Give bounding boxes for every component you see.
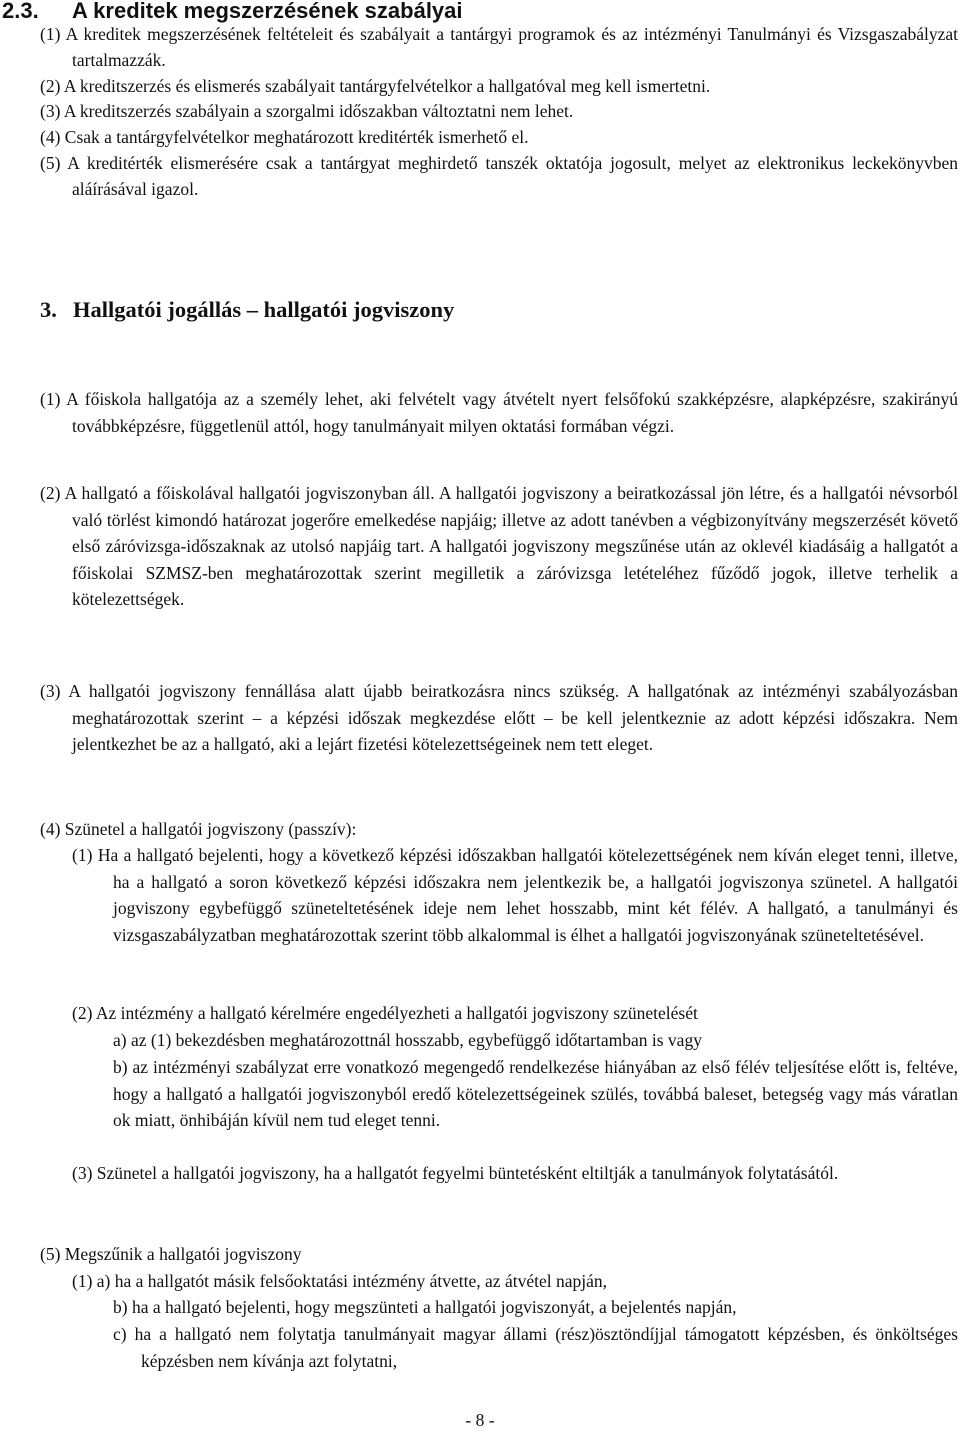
section-3-title: Hallgatói jogállás – hallgatói jogviszony xyxy=(73,297,455,322)
section-2-3-item-4: (4) Csak a tantárgyfelvételkor meghatározott kreditérték ismerhető el. xyxy=(40,127,529,148)
section-3-paragraph-2: (2) A hallgató a főiskolával hallgatói jogviszonyban áll. A hallgatói jogviszony a beiratkozással jön létre, és a hallgatói névsorból való törlést kimondó határozat jogerőre emelkedése napjáig; illetve az adott tanévben a végbizonyítvány megszerzését követő első záróvizsga-időszaknak az utolsó napjáig tart. A hallgatói jogviszony megszűnése után az oklevél kiadásáig a hallgatót a főiskolai SZMSZ-ben meghatározottak szerint megilletik a záróvizsga letételéhez fűződő jogok, illetve terhelik a kötelezettségek. xyxy=(40,483,958,609)
section-2-3-items xyxy=(40,22,958,203)
section-3-paragraph-1: (1) A főiskola hallgatója az a személy lehet, aki felvételt vagy átvételt nyert felsőfokú szakképzésre, alapképzésre, szakirányú továbbképzésre, függetlenül attól, hogy tanulmányait milyen oktatási formában végzi. xyxy=(40,389,958,436)
paragraph-4-subitem-2-a: a) az (1) bekezdésben meghatározottnál hosszabb, egybefüggő időtartamban is vagy xyxy=(113,1030,702,1050)
page-number: - 8 - xyxy=(465,1410,495,1430)
paragraph-5-subitem-1-a: (1) a) ha a hallgatót másik felsőoktatási intézmény átvette, az átvétel napján, xyxy=(72,1271,607,1291)
paragraph-4-subitem-3-block xyxy=(72,1160,958,1187)
section-2-3-item-2: (2) A kreditszerzés és elismerés szabályait tantárgyfelvételkor a hallgatóval meg kell ismertetni. xyxy=(40,75,711,96)
section-2-3-item-1: (1) A kreditek megszerzésének feltételeit és szabályait a tantárgyi programok és az intézményi Tanulmányi és Vizsgaszabályzat tartalmazzák. xyxy=(40,24,958,70)
section-3-paragraph-4-heading: (4) Szünetel a hallgatói jogviszony (passzív): xyxy=(40,819,357,839)
section-2-3-item-3: (3) A kreditszerzés szabályain a szorgalmi időszakban változtatni nem lehet. xyxy=(40,101,574,122)
paragraph-5-subitem-1-c-block xyxy=(113,1321,958,1374)
paragraph-4-subitem-2-b-block xyxy=(113,1054,958,1134)
paragraph-5-subitem-1-c: c) ha a hallgató nem folytatja tanulmányait magyar állami (rész)ösztöndíjjal támogatott képzésben, és önköltséges képzésben nem kívánja azt folytatni, xyxy=(113,1324,958,1371)
section-2-3-title: A kreditek megszerzésének szabályai xyxy=(72,0,463,23)
paragraph-4-subitem-2-heading: (2) Az intézmény a hallgató kérelmére engedélyezheti a hallgatói jogviszony szünetelését xyxy=(72,1003,698,1023)
section-3-paragraph-3: (3) A hallgatói jogviszony fennállása alatt újabb beiratkozásra nincs szükség. A hallgatónak az intézményi szabályozásban meghatározottak szerint – a képzési időszak megkezdése előtt – be kell jelentkeznie az adott képzési időszakra. Nem jelentkezhet be az a hallgató, aki a lejárt fizetési kötelezettségeinek nem tett eleget. xyxy=(40,681,958,754)
paragraph-4-subitem-2-b: b) az intézményi szabályzat erre vonatkozó megengedő rendelkezése hiányában az első félév teljesítése előtt is, feltéve, hogy a hallgató a hallgatói jogviszonyból eredő kötelezettségeinek szülés, továbbá baleset, betegség vagy más váratlan ok miatt, önhibáján kívül nem tud eleget tenni. xyxy=(113,1057,958,1130)
paragraph-4-subitem-1-block xyxy=(72,842,958,948)
paragraph-4-subitem-2-a-block xyxy=(113,1027,958,1054)
section-3-paragraph-1-block xyxy=(40,386,958,439)
section-3-heading xyxy=(40,295,454,325)
section-2-3-number: 2.3. xyxy=(2,0,39,23)
section-2-3-item-5: (5) A kreditérték elismerésére csak a tantárgyat meghirdető tanszék oktatója jogosult, melyet az elektronikus leckekönyvben aláírásával igazol. xyxy=(40,152,958,199)
section-3-paragraph-5-heading: (5) Megszűnik a hallgatói jogviszony xyxy=(40,1244,302,1264)
section-3-paragraph-2-block xyxy=(40,480,958,613)
section-3-number: 3. xyxy=(40,297,57,322)
paragraph-4-subitem-3: (3) Szünetel a hallgatói jogviszony, ha a hallgatót fegyelmi büntetésként eltiltják a tanulmányok folytatásától. xyxy=(72,1163,839,1183)
paragraph-5-subitem-1-b: b) ha a hallgató bejelenti, hogy megszünteti a hallgatói jogviszonyát, a bejelentés napján, xyxy=(113,1297,737,1317)
section-3-paragraph-4-head-block xyxy=(40,816,958,843)
paragraph-4-subitem-1: (1) Ha a hallgató bejelenti, hogy a következő képzési időszakban hallgatói kötelezettségének nem kíván eleget tenni, illetve, ha a hallgató a soron következő képzési időszakra nem jelentkezik be, a hallgatói jogviszonya szünetel. A hallgatói jogviszony egybefüggő szüneteltetésének ideje nem lehet hosszabb, mint két félév. A hallgató, a tanulmányi és vizsgaszabályzatban meghatározottak szerint több alkalommal is élhet a hallgatói jogviszonyának szüneteltetésével. xyxy=(72,845,958,945)
section-3-paragraph-3-block xyxy=(40,678,958,758)
